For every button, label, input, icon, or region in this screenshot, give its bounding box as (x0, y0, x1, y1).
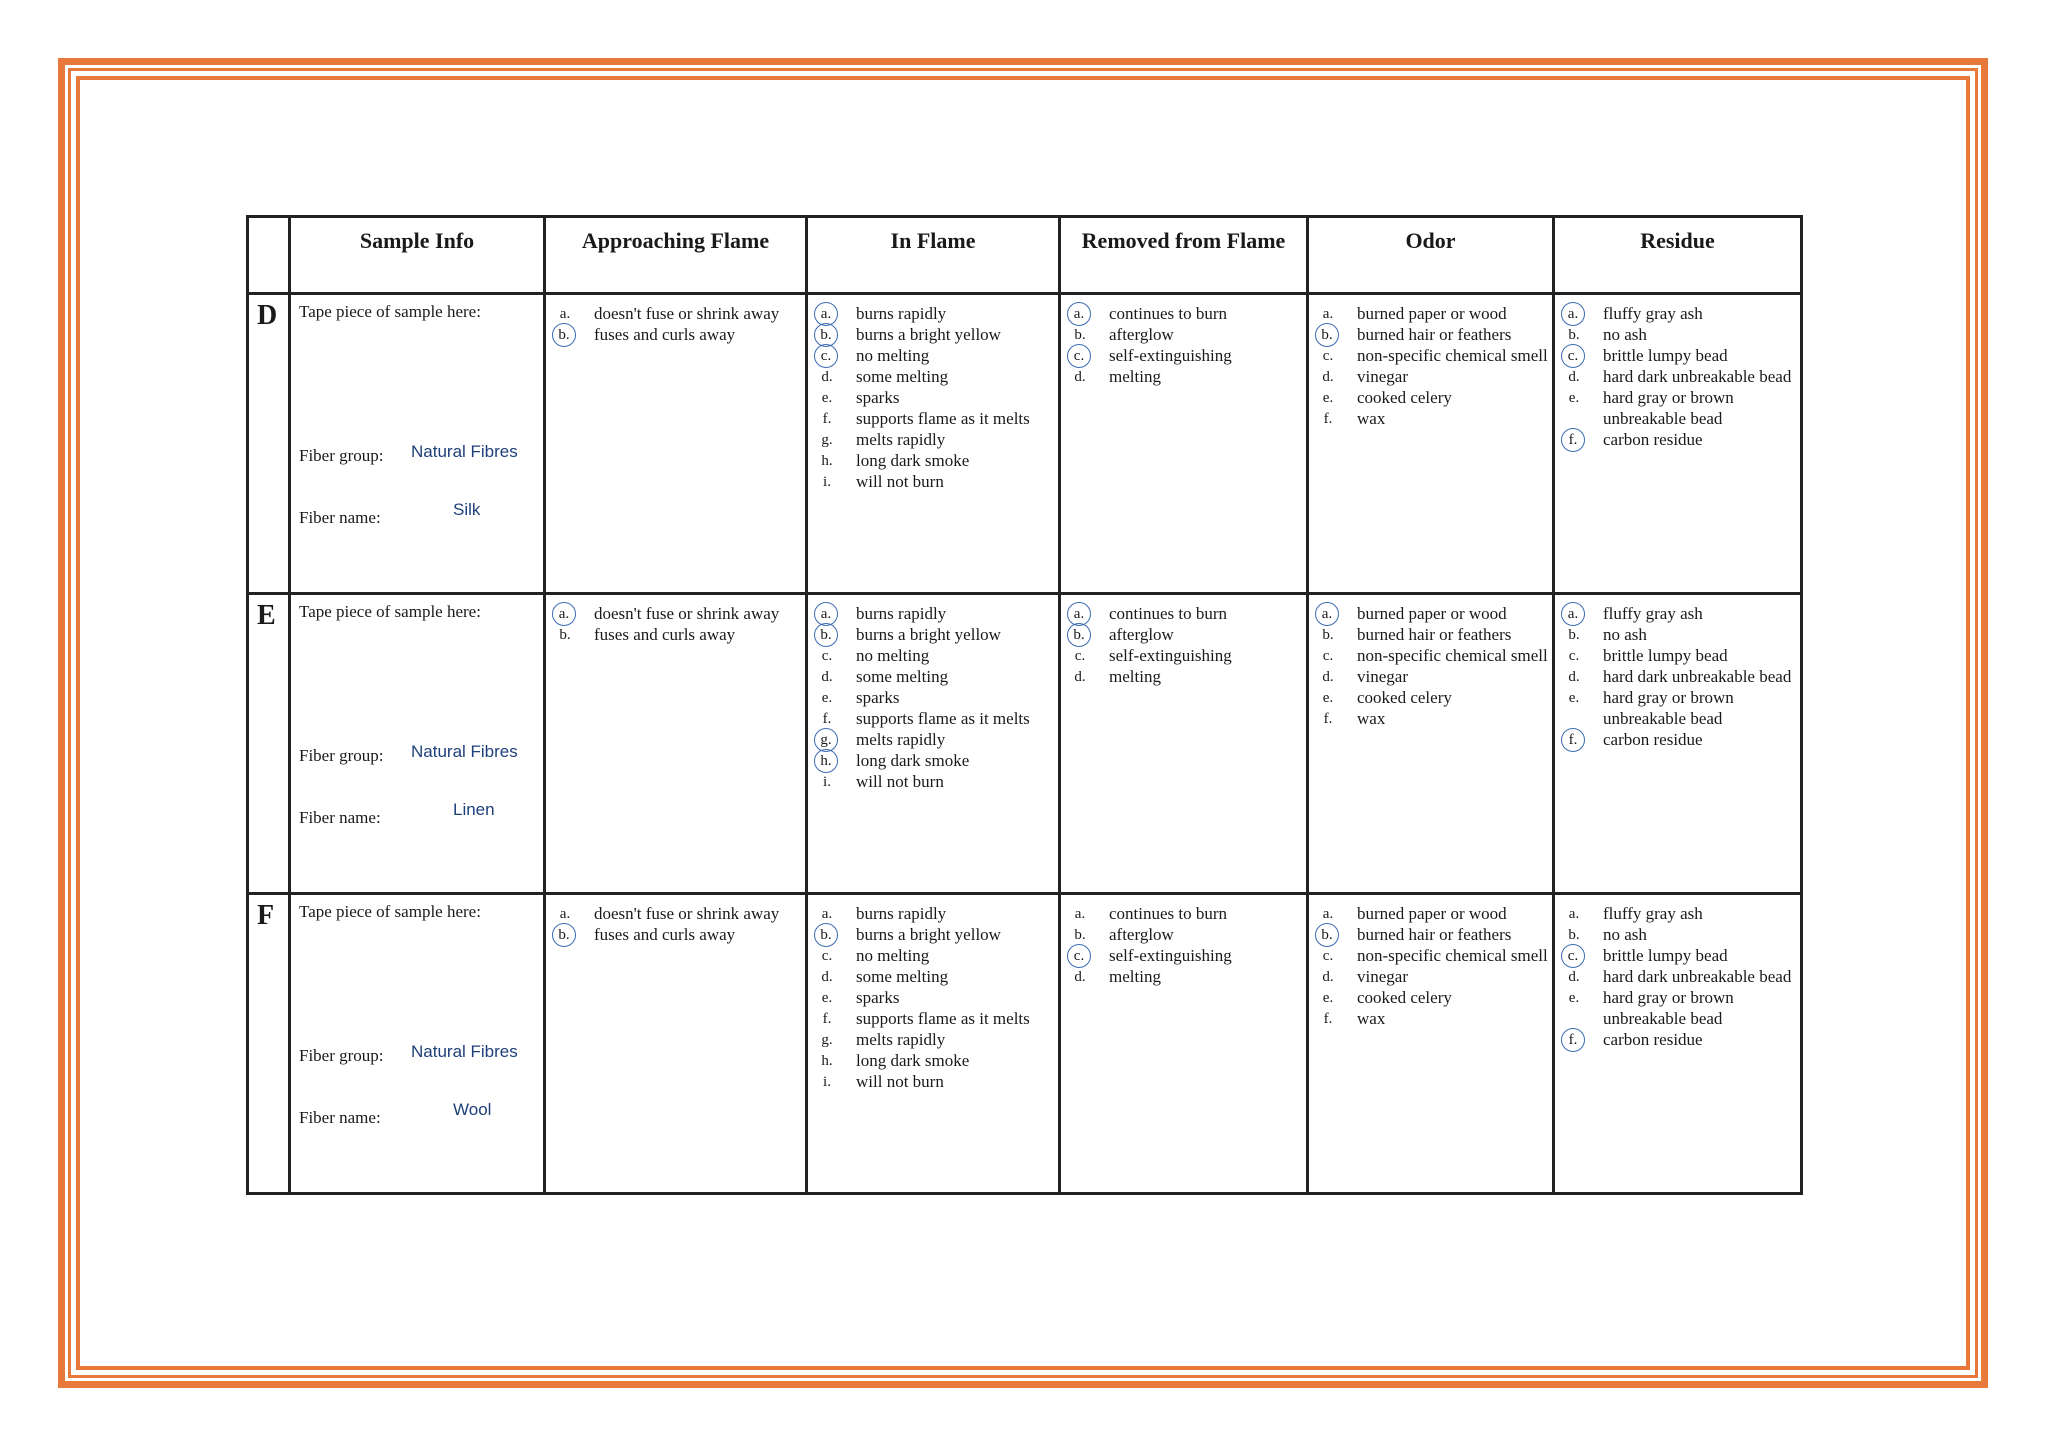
option-letter: a. (559, 906, 571, 922)
option-item[interactable] (816, 771, 1054, 792)
tape-label: Tape piece of sample here: (299, 602, 481, 621)
fiber-group-label: Fiber group: (299, 1046, 384, 1065)
option-text: supports flame as it melts (856, 409, 1030, 428)
option-text: continues to burn (1109, 604, 1228, 623)
circled-option-letter: c. (1067, 344, 1091, 368)
option-item[interactable] (816, 387, 1054, 408)
fiber-name-label: Fiber name: (299, 508, 381, 527)
option-letter: e. (821, 990, 833, 1006)
in-flame-cell (807, 294, 1060, 594)
circled-option-letter: c. (1561, 344, 1585, 368)
tape-label: Tape piece of sample here: (299, 302, 481, 321)
option-text: burned paper or wood (1357, 304, 1507, 323)
option-letter: d. (1322, 669, 1334, 685)
fiber-name-label: Fiber name: (299, 1108, 381, 1127)
option-letter: a. (1568, 906, 1580, 922)
option-letter: e. (1568, 990, 1580, 1006)
option-item[interactable] (816, 1050, 1054, 1071)
option-text: hard dark unbreakable bead (1603, 667, 1792, 686)
option-text: burns a bright yellow (856, 925, 1001, 944)
option-item[interactable] (1563, 924, 1796, 945)
option-item[interactable] (1563, 624, 1796, 645)
option-text: burned paper or wood (1357, 604, 1507, 623)
fiber-group-label: Fiber group: (299, 746, 384, 765)
option-item[interactable] (1563, 645, 1796, 666)
option-letter: f. (822, 411, 832, 427)
option-letter: c. (821, 948, 833, 964)
option-item[interactable] (1069, 603, 1302, 624)
option-item[interactable] (816, 324, 1054, 345)
option-text: will not burn (856, 772, 944, 791)
option-letter: c. (1322, 348, 1334, 364)
option-letter: c. (821, 648, 833, 664)
option-item[interactable] (816, 603, 1054, 624)
option-letter: d. (1074, 969, 1086, 985)
option-text: melting (1109, 367, 1161, 386)
removed-from-flame-cell (1060, 294, 1308, 594)
option-item[interactable] (1317, 687, 1548, 708)
option-item[interactable] (816, 429, 1054, 450)
option-item[interactable] (816, 966, 1054, 987)
option-text: doesn't fuse or shrink away (594, 604, 780, 623)
option-item[interactable] (816, 408, 1054, 429)
option-item[interactable] (1317, 624, 1548, 645)
option-letter: i. (823, 1074, 831, 1090)
option-letter: e. (821, 390, 833, 406)
circled-option-letter: b. (552, 923, 576, 947)
option-text: melts rapidly (856, 730, 946, 749)
option-letter: c. (1322, 648, 1334, 664)
header-residue: Residue (1554, 217, 1802, 294)
option-text: vinegar (1357, 667, 1408, 686)
option-item[interactable] (1563, 945, 1796, 966)
option-text: will not burn (856, 1072, 944, 1091)
option-item[interactable] (1563, 387, 1796, 429)
option-text: burns a bright yellow (856, 625, 1001, 644)
option-text: hard gray or brown unbreakable bead (1603, 988, 1734, 1028)
option-text: melting (1109, 967, 1161, 986)
circled-option-letter: g. (814, 728, 838, 752)
option-letter: e. (821, 690, 833, 706)
option-text: melting (1109, 667, 1161, 686)
option-text: long dark smoke (856, 1051, 970, 1070)
option-text: burns a bright yellow (856, 325, 1001, 344)
option-text: non-specific chemical smell (1357, 346, 1548, 365)
option-text: sparks (856, 388, 900, 407)
option-item[interactable] (816, 471, 1054, 492)
fiber-group-value: Natural Fibres (411, 1042, 518, 1061)
option-letter: b. (559, 627, 571, 643)
option-item[interactable] (1317, 945, 1548, 966)
option-text: fluffy gray ash (1603, 904, 1703, 923)
sample-info-cell (290, 594, 545, 894)
option-letter: b. (1074, 927, 1086, 943)
option-item[interactable] (1317, 408, 1548, 429)
option-text: long dark smoke (856, 451, 970, 470)
option-item[interactable] (816, 945, 1054, 966)
option-item[interactable] (816, 1071, 1054, 1092)
option-item[interactable] (1317, 666, 1548, 687)
row-letter: E (248, 594, 290, 894)
circled-option-letter: c. (1067, 944, 1091, 968)
option-letter: d. (1074, 669, 1086, 685)
odor-cell (1308, 894, 1554, 1194)
option-text: fuses and curls away (594, 925, 736, 944)
option-text: hard dark unbreakable bead (1603, 367, 1792, 386)
option-text: hard gray or brown unbreakable bead (1603, 688, 1734, 728)
circled-option-letter: h. (814, 749, 838, 773)
circled-option-letter: b. (814, 323, 838, 347)
option-text: supports flame as it melts (856, 1009, 1030, 1028)
option-item[interactable] (816, 924, 1054, 945)
option-letter: f. (1323, 1011, 1333, 1027)
option-letter: a. (821, 906, 833, 922)
circled-option-letter: f. (1561, 428, 1585, 452)
option-item[interactable] (1317, 645, 1548, 666)
option-text: self-extinguishing (1109, 946, 1232, 965)
option-text: no melting (856, 346, 930, 365)
option-item[interactable] (1563, 603, 1796, 624)
option-item[interactable] (1069, 666, 1302, 687)
option-item[interactable] (816, 729, 1054, 750)
circled-option-letter: c. (814, 344, 838, 368)
option-item[interactable] (1317, 1008, 1548, 1029)
row-letter: D (248, 294, 290, 594)
option-item[interactable] (816, 708, 1054, 729)
option-letter: d. (821, 969, 833, 985)
option-item[interactable] (1317, 324, 1548, 345)
fiber-group-label: Fiber group: (299, 446, 384, 465)
circled-option-letter: b. (814, 923, 838, 947)
residue-cell (1554, 294, 1802, 594)
header-in-flame: In Flame (807, 217, 1060, 294)
circled-option-letter: c. (1561, 944, 1585, 968)
option-letter: d. (1322, 969, 1334, 985)
option-item[interactable] (816, 750, 1054, 771)
option-text: no ash (1603, 625, 1647, 644)
option-letter: d. (821, 669, 833, 685)
option-item[interactable] (1563, 903, 1796, 924)
option-text: wax (1357, 1009, 1386, 1028)
option-item[interactable] (816, 1029, 1054, 1050)
odor-cell (1308, 594, 1554, 894)
circled-option-letter: f. (1561, 1028, 1585, 1052)
circled-option-letter: a. (1067, 302, 1091, 326)
approaching-flame-cell (545, 594, 807, 894)
header-row (248, 217, 1802, 294)
option-item[interactable] (816, 450, 1054, 471)
option-item[interactable] (816, 366, 1054, 387)
option-text: cooked celery (1357, 388, 1452, 407)
in-flame-cell (807, 594, 1060, 894)
option-item[interactable] (1563, 666, 1796, 687)
option-letter: d. (1568, 969, 1580, 985)
option-text: burns rapidly (856, 904, 947, 923)
option-item[interactable] (816, 624, 1054, 645)
option-item[interactable] (1069, 624, 1302, 645)
option-letter: a. (559, 306, 571, 322)
option-letter: b. (1568, 327, 1580, 343)
option-letter: b. (1322, 627, 1334, 643)
option-text: brittle lumpy bead (1603, 646, 1728, 665)
option-item[interactable] (1069, 903, 1302, 924)
fiber-name-label: Fiber name: (299, 808, 381, 827)
option-text: burned hair or feathers (1357, 925, 1512, 944)
option-item[interactable] (1069, 645, 1302, 666)
option-item[interactable] (1317, 345, 1548, 366)
odor-cell (1308, 294, 1554, 594)
option-text: burns rapidly (856, 604, 947, 623)
header-letter (248, 217, 290, 294)
option-item[interactable] (1563, 324, 1796, 345)
option-letter: b. (1568, 927, 1580, 943)
residue-cell (1554, 894, 1802, 1194)
option-text: no ash (1603, 325, 1647, 344)
option-item[interactable] (1069, 324, 1302, 345)
option-item[interactable] (1317, 903, 1548, 924)
option-text: burned hair or feathers (1357, 625, 1512, 644)
option-letter: f. (822, 711, 832, 727)
option-item[interactable] (816, 303, 1054, 324)
option-item[interactable] (1317, 366, 1548, 387)
option-item[interactable] (816, 987, 1054, 1008)
circled-option-letter: b. (552, 323, 576, 347)
option-item[interactable] (1069, 366, 1302, 387)
option-item[interactable] (1563, 345, 1796, 366)
option-text: non-specific chemical smell (1357, 646, 1548, 665)
option-text: no melting (856, 946, 930, 965)
option-letter: a. (1322, 306, 1334, 322)
circled-option-letter: a. (1561, 602, 1585, 626)
option-letter: g. (821, 1032, 833, 1048)
option-text: vinegar (1357, 967, 1408, 986)
option-text: burned paper or wood (1357, 904, 1507, 923)
option-text: afterglow (1109, 625, 1174, 644)
option-item[interactable] (1563, 429, 1796, 450)
option-item[interactable] (1563, 987, 1796, 1029)
option-text: melts rapidly (856, 1030, 946, 1049)
option-text: will not burn (856, 472, 944, 491)
option-letter: a. (1074, 906, 1086, 922)
option-letter: d. (821, 369, 833, 385)
circled-option-letter: a. (814, 302, 838, 326)
option-letter: f. (822, 1011, 832, 1027)
option-text: cooked celery (1357, 688, 1452, 707)
option-letter: i. (823, 474, 831, 490)
option-text: melts rapidly (856, 430, 946, 449)
option-letter: d. (1568, 369, 1580, 385)
option-text: afterglow (1109, 925, 1174, 944)
option-text: brittle lumpy bead (1603, 346, 1728, 365)
option-text: wax (1357, 409, 1386, 428)
option-item[interactable] (554, 624, 801, 645)
option-text: hard gray or brown unbreakable bead (1603, 388, 1734, 428)
option-item[interactable] (1563, 303, 1796, 324)
option-item[interactable] (1563, 729, 1796, 750)
option-item[interactable] (1317, 987, 1548, 1008)
option-letter: h. (821, 1053, 833, 1069)
fiber-burn-test-table (246, 215, 1803, 1195)
option-text: some melting (856, 667, 949, 686)
option-letter: d. (1568, 669, 1580, 685)
option-text: no melting (856, 646, 930, 665)
sample-info-cell (290, 294, 545, 594)
option-text: burns rapidly (856, 304, 947, 323)
option-letter: e. (1568, 690, 1580, 706)
option-item[interactable] (1563, 366, 1796, 387)
option-text: continues to burn (1109, 304, 1228, 323)
option-letter: b. (1568, 627, 1580, 643)
option-text: some melting (856, 367, 949, 386)
option-text: sparks (856, 988, 900, 1007)
option-item[interactable] (1069, 945, 1302, 966)
option-item[interactable] (816, 666, 1054, 687)
option-letter: e. (1322, 390, 1334, 406)
removed-from-flame-cell (1060, 594, 1308, 894)
option-letter: c. (1074, 648, 1086, 664)
option-letter: e. (1568, 390, 1580, 406)
option-text: wax (1357, 709, 1386, 728)
option-letter: c. (1322, 948, 1334, 964)
option-text: carbon residue (1603, 730, 1703, 749)
option-item[interactable] (1069, 303, 1302, 324)
header-approaching-flame: Approaching Flame (545, 217, 807, 294)
option-item[interactable] (1317, 708, 1548, 729)
option-letter: i. (823, 774, 831, 790)
option-letter: f. (1323, 411, 1333, 427)
circled-option-letter: b. (1315, 923, 1339, 947)
option-item[interactable] (554, 603, 801, 624)
option-text: vinegar (1357, 367, 1408, 386)
circled-option-letter: b. (1067, 623, 1091, 647)
option-letter: a. (1322, 906, 1334, 922)
option-item[interactable] (1317, 924, 1548, 945)
option-item[interactable] (816, 903, 1054, 924)
option-text: doesn't fuse or shrink away (594, 904, 780, 923)
option-text: cooked celery (1357, 988, 1452, 1007)
circled-option-letter: a. (1067, 602, 1091, 626)
option-text: fluffy gray ash (1603, 304, 1703, 323)
option-text: supports flame as it melts (856, 709, 1030, 728)
fiber-group-value: Natural Fibres (411, 442, 518, 461)
circled-option-letter: a. (814, 602, 838, 626)
option-item[interactable] (816, 645, 1054, 666)
option-item[interactable] (1069, 345, 1302, 366)
sample-row-f (248, 894, 1802, 1194)
header-sample-info: Sample Info (290, 217, 545, 294)
option-letter: d. (1074, 369, 1086, 385)
option-letter: b. (1074, 327, 1086, 343)
option-item[interactable] (554, 303, 801, 324)
option-item[interactable] (816, 687, 1054, 708)
option-text: self-extinguishing (1109, 646, 1232, 665)
option-letter: e. (1322, 990, 1334, 1006)
fiber-name-value: Linen (453, 800, 495, 819)
option-item[interactable] (554, 903, 801, 924)
sample-info-cell (290, 894, 545, 1194)
option-item[interactable] (554, 324, 801, 345)
option-text: fuses and curls away (594, 325, 736, 344)
option-text: burned hair or feathers (1357, 325, 1512, 344)
option-text: long dark smoke (856, 751, 970, 770)
option-letter: e. (1322, 690, 1334, 706)
fiber-name-value: Silk (453, 500, 481, 519)
option-item[interactable] (816, 345, 1054, 366)
header-removed-from-flame: Removed from Flame (1060, 217, 1308, 294)
option-text: carbon residue (1603, 1030, 1703, 1049)
option-item[interactable] (1069, 966, 1302, 987)
option-letter: c. (1568, 648, 1580, 664)
option-letter: d. (1322, 369, 1334, 385)
option-item[interactable] (1317, 966, 1548, 987)
option-text: fuses and curls away (594, 625, 736, 644)
option-item[interactable] (1563, 687, 1796, 729)
removed-from-flame-cell (1060, 894, 1308, 1194)
option-text: hard dark unbreakable bead (1603, 967, 1792, 986)
option-text: some melting (856, 967, 949, 986)
fiber-group-value: Natural Fibres (411, 742, 518, 761)
option-text: sparks (856, 688, 900, 707)
header-odor: Odor (1308, 217, 1554, 294)
option-text: non-specific chemical smell (1357, 946, 1548, 965)
approaching-flame-cell (545, 294, 807, 594)
option-item[interactable] (1563, 966, 1796, 987)
option-text: no ash (1603, 925, 1647, 944)
circled-option-letter: f. (1561, 728, 1585, 752)
tape-label: Tape piece of sample here: (299, 902, 481, 921)
sample-row-e (248, 594, 1802, 894)
option-item[interactable] (816, 1008, 1054, 1029)
option-text: fluffy gray ash (1603, 604, 1703, 623)
approaching-flame-cell (545, 894, 807, 1194)
residue-cell (1554, 594, 1802, 894)
option-text: continues to burn (1109, 904, 1228, 923)
option-item[interactable] (1317, 387, 1548, 408)
circled-option-letter: a. (1315, 602, 1339, 626)
option-item[interactable] (1563, 1029, 1796, 1050)
option-item[interactable] (554, 924, 801, 945)
option-text: carbon residue (1603, 430, 1703, 449)
in-flame-cell (807, 894, 1060, 1194)
option-item[interactable] (1069, 924, 1302, 945)
circled-option-letter: a. (552, 602, 576, 626)
circled-option-letter: b. (1315, 323, 1339, 347)
option-text: afterglow (1109, 325, 1174, 344)
option-text: brittle lumpy bead (1603, 946, 1728, 965)
option-letter: g. (821, 432, 833, 448)
sample-row-d (248, 294, 1802, 594)
circled-option-letter: a. (1561, 302, 1585, 326)
fiber-name-value: Wool (453, 1100, 492, 1119)
row-letter: F (248, 894, 290, 1194)
option-text: self-extinguishing (1109, 346, 1232, 365)
option-item[interactable] (1317, 603, 1548, 624)
option-text: doesn't fuse or shrink away (594, 304, 780, 323)
circled-option-letter: b. (814, 623, 838, 647)
option-letter: f. (1323, 711, 1333, 727)
option-item[interactable] (1317, 303, 1548, 324)
option-letter: h. (821, 453, 833, 469)
